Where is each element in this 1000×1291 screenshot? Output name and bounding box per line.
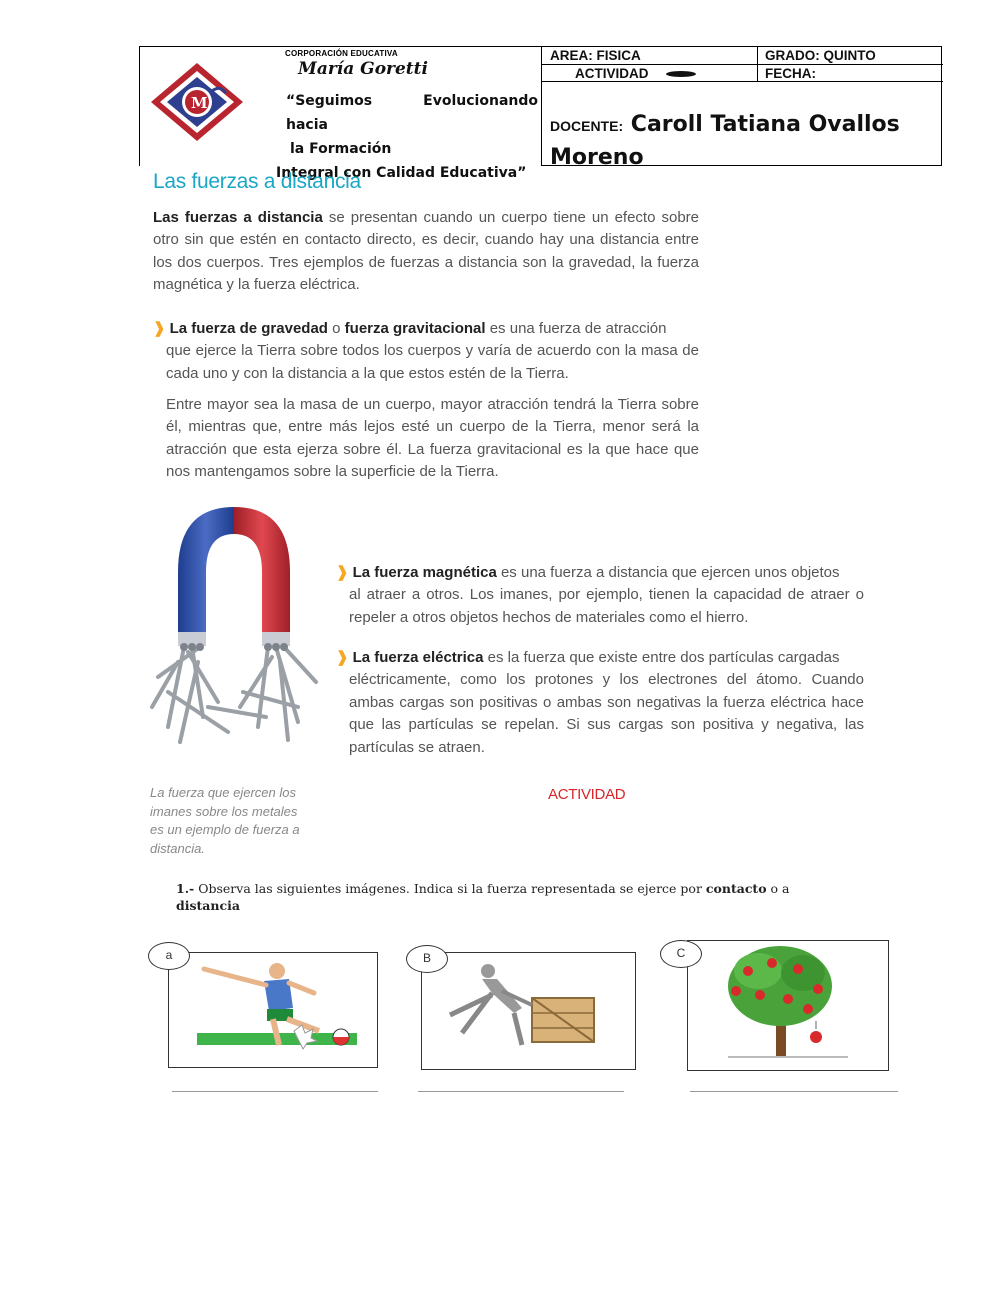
- school-logo-icon: [150, 61, 245, 143]
- image-box-b: [421, 952, 636, 1070]
- image-box-c: [687, 940, 889, 1071]
- soccer-player-image: [169, 953, 376, 1066]
- gravity-text-1: es una fuerza de atracción: [485, 320, 667, 337]
- svg-text:M: M: [191, 94, 208, 112]
- question-bold-contact: contacto: [705, 881, 767, 896]
- gravity-bold-2: fuerza gravitacional: [344, 320, 486, 337]
- image-box-a: [168, 952, 378, 1068]
- grade-cell: GRADO: QUINTO: [765, 48, 876, 63]
- magnetic-paragraph: [336, 562, 864, 629]
- teacher-name: Caroll Tatiana Ovallos Moreno: [550, 112, 900, 170]
- table-divider: [542, 81, 943, 82]
- label-b: B: [406, 945, 448, 973]
- magnetic-bold: La fuerza magnética: [352, 564, 497, 581]
- intro-paragraph: [153, 207, 699, 297]
- question-bold-distance: distancia: [176, 898, 240, 913]
- answer-line-b[interactable]: [418, 1091, 624, 1092]
- question-connector: o a: [766, 881, 790, 896]
- electric-text-2: eléctricamente, como los protones y los electrones del átomo. Cuando ambas cargas son positivas o ambas son negativas la fuerza eléctrica hace que las partículas se repelan. Si sus cargas son positiva y negativa, las partículas se atraen.: [349, 671, 864, 756]
- gravity-connector: o: [327, 320, 345, 337]
- teacher-label: DOCENTE:: [550, 118, 624, 134]
- header-left: [139, 46, 541, 181]
- gravity-paragraph-2: Entre mayor sea la masa de un cuerpo, mayor atracción tendrá la Tierra sobre él, mientras que, entre más lejos esté un cuerpo de la Tierra, menor será la atracción que esta ejerza sobre él. La fuerza gravitacional es la que hace que nos mantengamos sobre la superficie de la Tierra.: [166, 396, 699, 481]
- electric-text-1: es la fuerza que existe entre dos partículas cargadas: [483, 649, 840, 666]
- magnetic-text-2: al atraer a otros. Los imanes, por ejemplo, tienen la capacidad de atraer o repeler a otros objetos hechos de materiales como el hierro.: [349, 586, 864, 626]
- label-a: a: [148, 942, 190, 970]
- question-number: 1.-: [176, 881, 195, 896]
- school-name: María Goretti: [298, 59, 428, 79]
- table-column-divider: [757, 47, 758, 81]
- gravity-bold-1: La fuerza de gravedad: [169, 320, 328, 337]
- activity-cell: ACTIVIDAD: [575, 66, 649, 81]
- answer-line-a[interactable]: [172, 1091, 378, 1092]
- bullet-icon: ❱: [336, 564, 349, 581]
- page-title: Las fuerzas a distancia: [153, 170, 361, 193]
- electric-bold: La fuerza eléctrica: [352, 649, 484, 666]
- activity-heading: ACTIVIDAD: [548, 786, 626, 803]
- motto-line-3: Integral con Calidad Educativa”: [276, 165, 527, 181]
- header-info-table: [541, 46, 942, 170]
- person-pushing-box-image: [422, 953, 634, 1068]
- apple-tree-image: [688, 941, 887, 1069]
- gravity-paragraph: [153, 318, 699, 385]
- bullet-icon: ❱: [336, 649, 349, 666]
- intro-bold: Las fuerzas a distancia: [153, 209, 323, 226]
- corporation-label: CORPORACIÓN EDUCATIVA: [285, 49, 398, 58]
- magnet-with-nails-image: [148, 502, 320, 762]
- teacher-field: [550, 109, 930, 174]
- oval-mark-icon: [666, 71, 696, 77]
- header: [139, 46, 942, 181]
- question-1: [176, 880, 846, 914]
- motto-line-2: la Formación: [290, 141, 392, 157]
- magnetic-text-1: es una fuerza a distancia que ejercen unos objetos: [496, 564, 840, 581]
- label-c: C: [660, 940, 702, 968]
- bullet-icon: ❱: [153, 320, 166, 337]
- question-text: Observa las siguientes imágenes. Indica si la fuerza representada se ejerce por: [194, 881, 706, 896]
- date-cell: FECHA:: [765, 66, 816, 81]
- answer-line-c[interactable]: [690, 1091, 898, 1092]
- area-cell: AREA: FISICA: [550, 48, 641, 63]
- table-divider: [542, 64, 943, 65]
- intro-text: se presentan cuando un cuerpo tiene un efecto sobre otro sin que estén en contacto directo, es decir, cuando hay una distancia entre los dos cuerpos. Tres ejemplos de fuerzas a distancia son la gravedad, la fuerza magnética y la fuerza eléctrica.: [153, 209, 699, 294]
- gravity-text-2: que ejerce la Tierra sobre todos los cuerpos y varía de acuerdo con la masa de cada uno y con la distancia a la que estos estén de la Tierra.: [166, 342, 699, 382]
- electric-paragraph: [336, 647, 864, 759]
- motto-line-1: “Seguimos Evolucionando hacia: [286, 93, 538, 133]
- magnet-caption: La fuerza que ejercen los imanes sobre los metales es un ejemplo de fuerza a distancia.: [150, 785, 300, 856]
